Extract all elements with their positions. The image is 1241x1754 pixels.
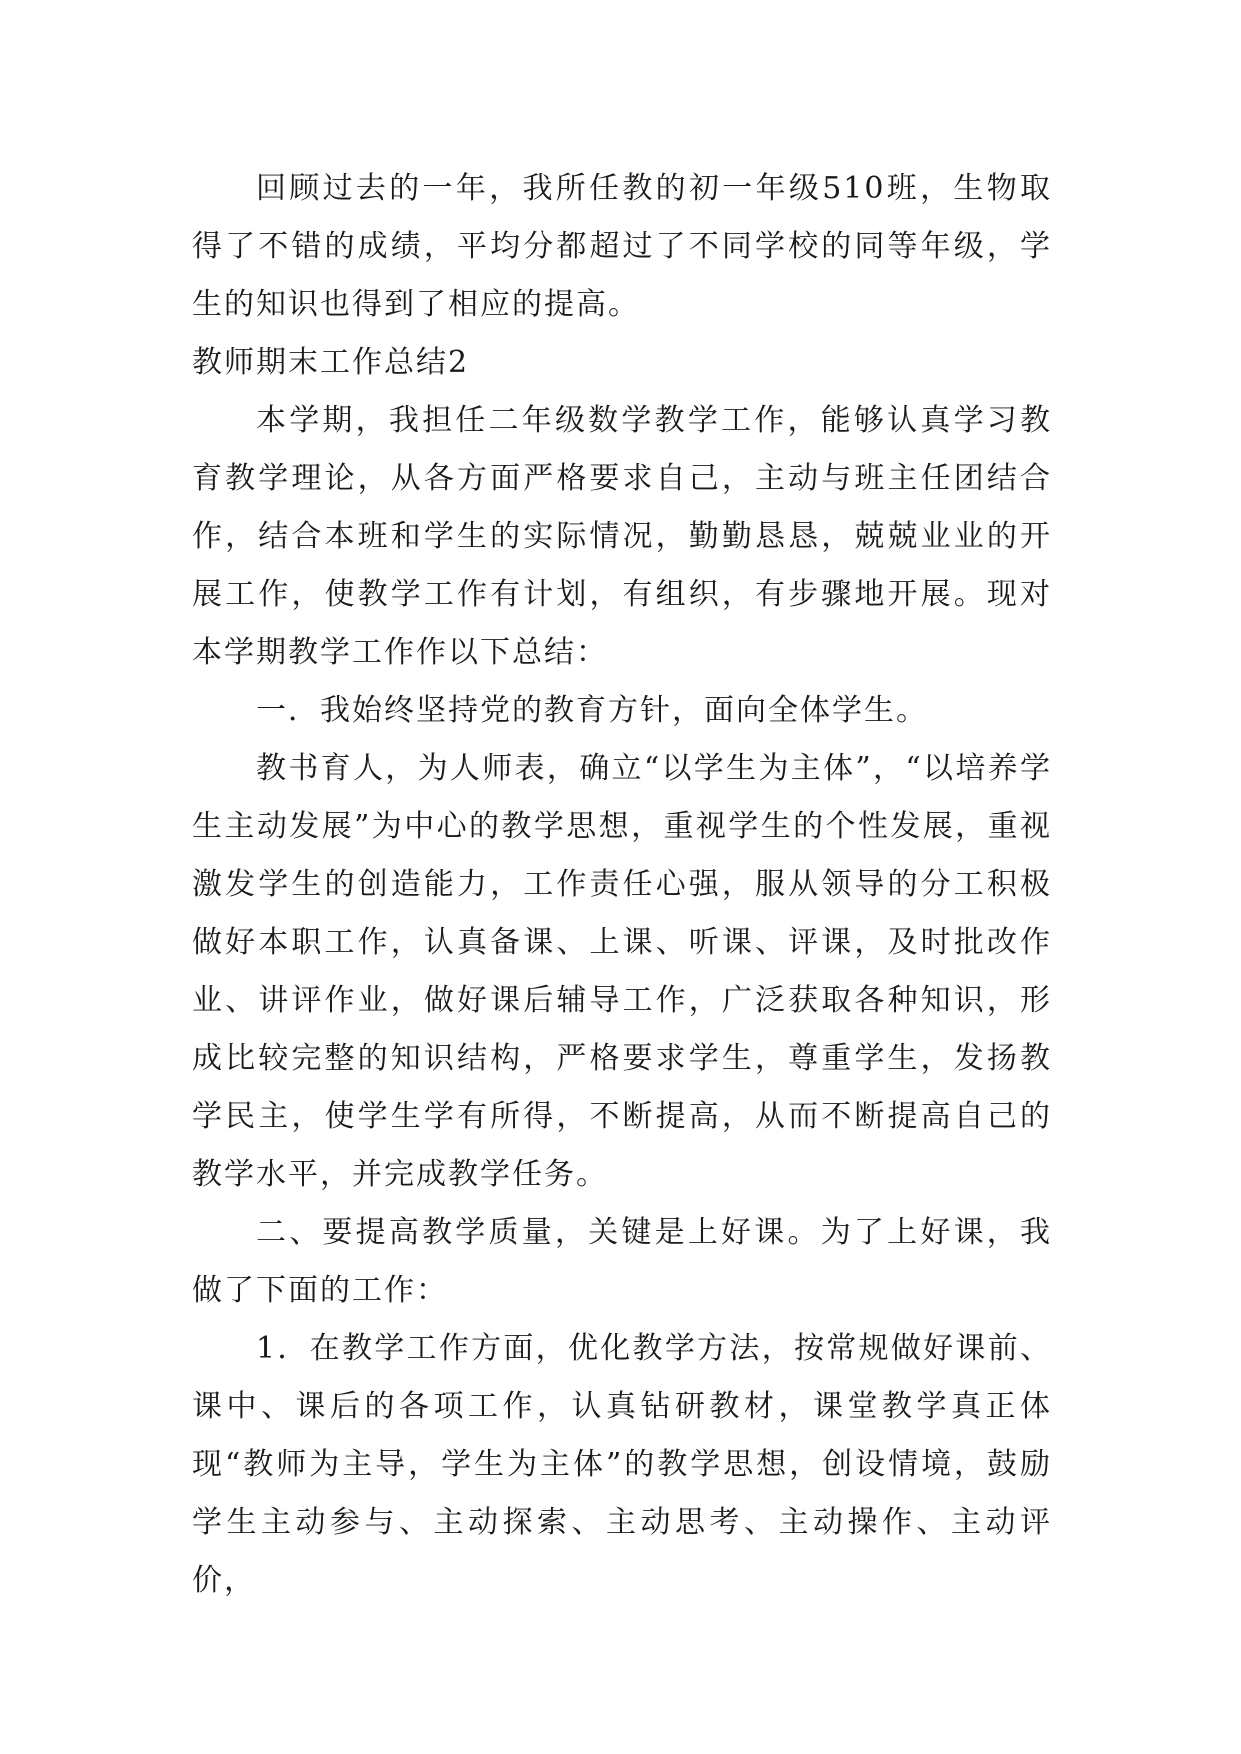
paragraph: 二、要提高教学质量，关键是上好课。为了上好课，我做了下面的工作： (192, 1215, 1052, 1308)
section-heading: 教师期末工作总结2 (192, 345, 470, 380)
paragraph: 一．我始终坚持党的教育方针，面向全体学生。 (256, 693, 928, 728)
document-body (192, 160, 1052, 1610)
paragraph: 回顾过去的一年，我所任教的初一年级510班，生物取得了不错的成绩，平均分都超过了不同学校的同等年级，学生的知识也得到了相应的提高。 (192, 171, 1052, 322)
paragraph: 教书育人，为人师表，确立“以学生为主体”，“以培养学生主动发展”为中心的教学思想，重视学生的个性发展，重视激发学生的创造能力，工作责任心强，服从领导的分工积极做好本职工作，认真备课、上课、听课、评课，及时批改作业、讲评作业，做好课后辅导工作，广泛获取各种知识，形成比较完整的知识结构，严格要求学生，尊重学生，发扬教学民主，使学生学有所得，不断提高，从而不断提高自己的教学水平，并完成教学任务。 (192, 751, 1052, 1192)
paragraph: 本学期，我担任二年级数学教学工作，能够认真学习教育教学理论，从各方面严格要求自己，主动与班主任团结合作，结合本班和学生的实际情况，勤勤恳恳，兢兢业业的开展工作，使教学工作有计划，有组织，有步骤地开展。现对本学期教学工作作以下总结： (192, 403, 1052, 670)
paragraph: 1．在教学工作方面，优化教学方法，按常规做好课前、课中、课后的各项工作，认真钻研教材，课堂教学真正体现“教师为主导，学生为主体”的教学思想，创设情境，鼓励学生主动参与、主动探索、主动思考、主动操作、主动评价， (192, 1331, 1052, 1598)
